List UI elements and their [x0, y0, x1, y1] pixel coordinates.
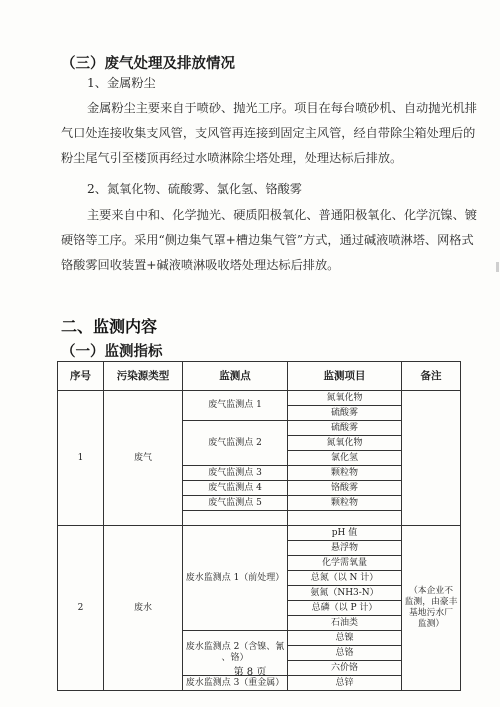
- gas-item-empty: [288, 511, 402, 526]
- row-type: 废水: [104, 526, 183, 691]
- water-item: 化学需氧量: [288, 556, 402, 571]
- note-line: 基地污水厂: [409, 608, 453, 618]
- page-number: 第 8 页: [233, 667, 267, 678]
- gas-point: 废气监测点 2: [183, 421, 288, 466]
- note-line: （本企业不: [409, 586, 453, 596]
- header-note: 备注: [402, 362, 461, 391]
- header-type: 污染源类型: [104, 362, 183, 391]
- water-item: 总锌: [288, 676, 402, 691]
- header-point: 监测点: [183, 362, 288, 391]
- row-no: 2: [58, 526, 104, 691]
- gas-item: 颗粒物: [288, 466, 402, 481]
- table-header-row: [58, 362, 461, 391]
- row-type: 废气: [104, 391, 183, 526]
- gas-item: 铬酸雾: [288, 481, 402, 496]
- water-item: 总氮（以 N 计）: [288, 571, 402, 586]
- subheading-acid-mist: 2、氮氧化物、硫酸雾、氯化氢、铬酸雾: [87, 182, 302, 196]
- paragraph-line: 铬酸雾回收装置+碱液喷淋吸收塔处理达标后排放。: [61, 258, 340, 272]
- gas-point: 废气监测点 1: [183, 391, 288, 421]
- paragraph-line: 硬铬等工序。采用“侧边集气罩+槽边集气管”方式，通过碱液喷淋塔、网格式: [61, 233, 474, 247]
- water-point-line: 废水监测点 2（含镍、氰: [185, 642, 285, 652]
- gas-point-empty: [183, 511, 288, 526]
- paragraph-line: 粉尘尾气引至楼顶再经过水喷淋除尘塔处理，处理达标后排放。: [61, 151, 403, 165]
- monitoring-heading: 二、监测内容: [61, 317, 158, 336]
- note-line: 监测）: [417, 619, 445, 629]
- water-item: pH 值: [288, 526, 402, 541]
- water-point: 废水监测点 3（重金属）: [183, 676, 288, 691]
- subheading-metal-dust: 1、金属粉尘: [87, 76, 156, 90]
- gas-note: [402, 391, 461, 526]
- paragraph-line: 气口处连接收集支风管，支风管再连接到固定主风管，经自带除尘箱处理后的: [61, 126, 476, 140]
- water-point-line: 、铬）: [221, 653, 249, 663]
- gas-item: 氮氧化物: [288, 436, 402, 451]
- section-heading: （三）废气处理及排放情况: [61, 55, 235, 72]
- gas-item: 颗粒物: [288, 496, 402, 511]
- table-row: [58, 526, 461, 541]
- row-no: 1: [58, 391, 104, 526]
- gas-item: 氮氧化物: [288, 391, 402, 406]
- water-point: 废水监测点 1（前处理）: [183, 526, 288, 631]
- paragraph-line: 金属粉尘主要来自于喷砂、抛光工序。项目在每台喷砂机、自动抛光机排: [87, 101, 477, 115]
- water-item: 氨氮（NH3-N）: [288, 586, 402, 601]
- header-no: 序号: [58, 362, 104, 391]
- monitoring-subheading: （一）监测指标: [61, 343, 163, 360]
- table-row: [58, 391, 461, 406]
- header-item: 监测项目: [288, 362, 402, 391]
- scan-mark: [496, 262, 499, 272]
- water-item: 悬浮物: [288, 541, 402, 556]
- note-line: 监测，由豪丰: [404, 597, 458, 607]
- gas-point: 废气监测点 4: [183, 481, 288, 496]
- gas-item: 硫酸雾: [288, 421, 402, 436]
- gas-point: 废气监测点 3: [183, 466, 288, 481]
- monitoring-table: [57, 361, 461, 691]
- water-item: 总镍: [288, 631, 402, 646]
- paragraph-line: 主要来自中和、化学抛光、硬质阳极氧化、普通阳极氧化、化学沉镍、镀: [87, 208, 477, 222]
- water-item: 石油类: [288, 616, 402, 631]
- water-item: 六价铬: [288, 661, 402, 676]
- water-item: 总铬: [288, 646, 402, 661]
- gas-item: 硫酸雾: [288, 406, 402, 421]
- gas-point: 废气监测点 5: [183, 496, 288, 511]
- gas-item: 氯化氢: [288, 451, 402, 466]
- water-item: 总磷（以 P 计）: [288, 601, 402, 616]
